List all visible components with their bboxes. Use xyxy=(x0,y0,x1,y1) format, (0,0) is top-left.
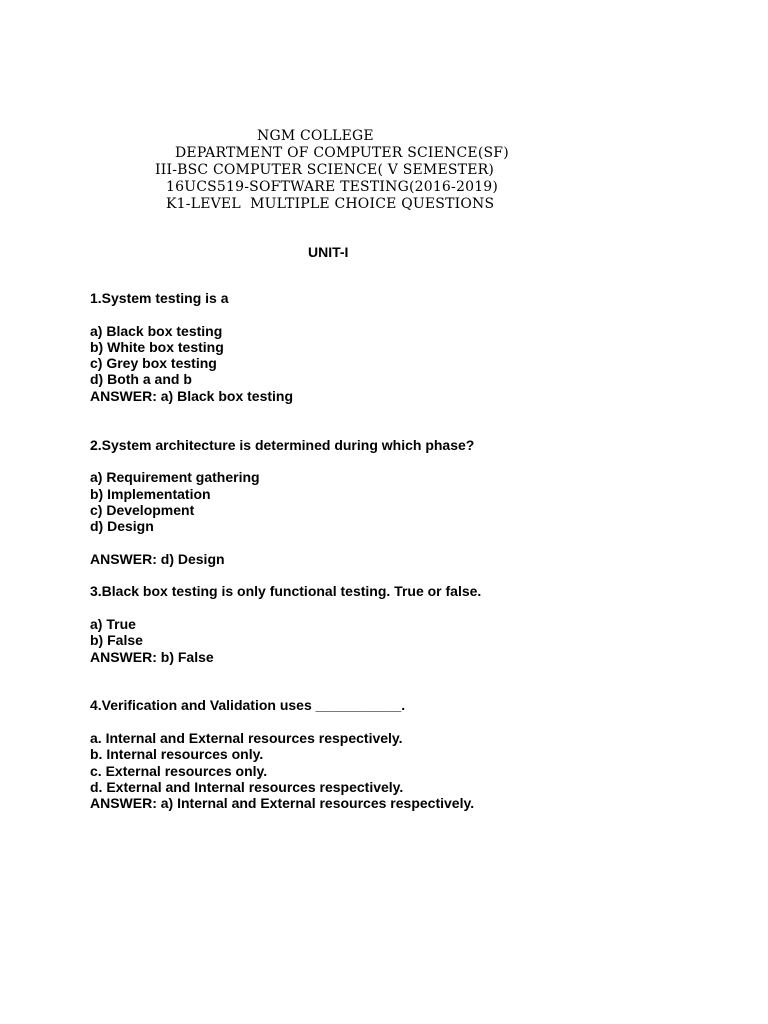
question-level: K1-LEVEL MULTIPLE CHOICE QUESTIONS xyxy=(166,196,495,212)
question-text: 1.System testing is a xyxy=(90,290,229,306)
option: b) White box testing xyxy=(90,338,224,355)
option: b. Internal resources only. xyxy=(90,746,264,763)
question-item xyxy=(90,697,750,811)
option: a) Requirement gathering xyxy=(90,469,260,486)
question-text: 4.Verification and Validation uses ___________. xyxy=(90,697,406,714)
option: b) Implementation xyxy=(90,485,211,502)
question-item xyxy=(90,583,750,664)
question-item xyxy=(90,437,750,567)
option: d) Both a and b xyxy=(90,371,192,388)
department-name: DEPARTMENT OF COMPUTER SCIENCE(SF) xyxy=(175,145,509,161)
subject-name: 16UCS519-SOFTWARE TESTING(2016-2019) xyxy=(166,179,499,195)
option: a) True xyxy=(90,615,136,632)
answer: ANSWER: a) Black box testing xyxy=(90,387,294,404)
option: b) False xyxy=(90,632,143,649)
question-list xyxy=(90,290,750,812)
answer: ANSWER: a) Internal and External resources respectively. xyxy=(90,795,475,812)
option: a) Black box testing xyxy=(90,322,223,339)
option: c) Grey box testing xyxy=(90,355,217,372)
option: d. External and Internal resources respectively. xyxy=(90,778,404,795)
course-name: III-BSC COMPUTER SCIENCE( V SEMESTER) xyxy=(155,162,495,178)
college-name: NGM COLLEGE xyxy=(257,128,374,144)
unit-title: UNIT-I xyxy=(308,244,349,260)
question-item xyxy=(90,290,750,404)
question-text: 3.Black box testing is only functional testing. True or false. xyxy=(90,583,482,600)
option: c. External resources only. xyxy=(90,762,268,779)
option: d) Design xyxy=(90,518,154,535)
answer: ANSWER: d) Design xyxy=(90,550,225,567)
question-text: 2.System architecture is determined during which phase? xyxy=(90,436,475,453)
answer: ANSWER: b) False xyxy=(90,648,214,665)
option: a. Internal and External resources respectively. xyxy=(90,730,403,747)
option: c) Development xyxy=(90,501,195,518)
